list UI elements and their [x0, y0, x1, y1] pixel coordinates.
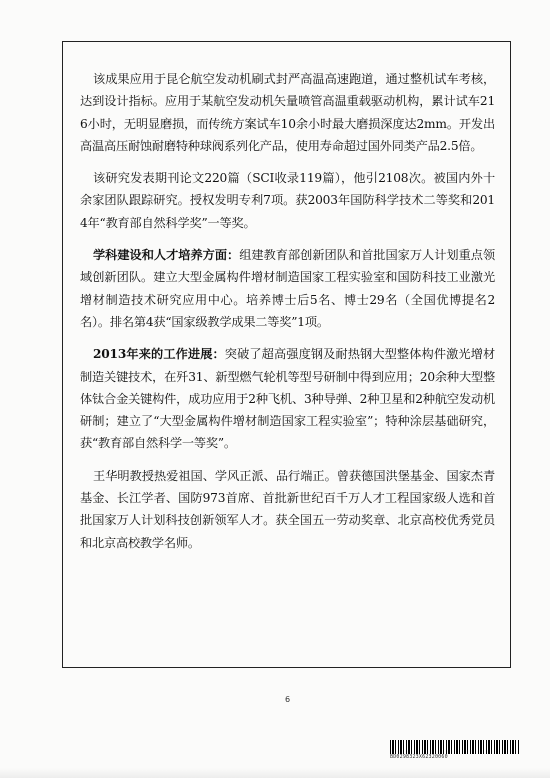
document-body	[80, 68, 495, 564]
paragraph-application-results	[80, 68, 495, 157]
paragraph-4-text: 突破了超高强度钢及耐热钢大型整体构件激光增材制造关键技术，在歼31、新型燃气轮机等型号研制中得到应用；20余种大型整体钛合金关键构件，成功应用于2种飞机、3种导弹、2种卫星和2种航空发动机研制；建立了“大型金属构件增材制造国家工程实验室”；特种涂层基础研究，获“教育部自然科学一等奖”。	[80, 347, 495, 451]
paragraph-4-heading: 2013年来的工作进展：	[93, 347, 225, 362]
page-number: 6	[285, 695, 291, 704]
paragraph-2-text: 该研究发表期刊论文220篇（SCI收录119篇），他引2108次。被国内外十余家团队跟踪研究。授权发明专利7项。获2003年国防科学技术二等奖和2014年“教育部自然科学奖”一等奖。	[80, 171, 495, 230]
paragraph-3-heading: 学科建设和人才培养方面：	[93, 248, 240, 263]
paragraph-progress-since-2013	[80, 343, 495, 454]
barcode-icon	[390, 740, 520, 754]
paragraph-discipline-talent	[80, 244, 495, 333]
paragraph-personal-honors	[80, 465, 495, 554]
scan-bottom-edge	[0, 768, 550, 778]
paragraph-5-text: 王华明教授热爱祖国、学风正派、品行端正。曾获德国洪堡基金、国家杰青基金、长江学者、国防973首席、首批新世纪百千万人才工程国家级人选和首批国家万人计划科技创新领军人才。获全国五一劳动奖章、北京高校优秀党员和北京高校教学名师。	[80, 468, 495, 550]
barcode-block	[390, 740, 522, 764]
paragraph-1-text: 该成果应用于昆仑航空发动机刷式封严高温高速跑道，通过整机试车考核，达到设计指标。应用于某航空发动机矢量喷管高温重载驱动机构，累计试车216小时，无明显磨损，而传统方案试车10余小时最大磨损深度达2mm。开发出高温高压耐蚀耐磨特种球阀系列化产品，使用寿命超过国外同类产品2.5倍。	[80, 72, 495, 153]
paragraph-publications-awards	[80, 167, 495, 234]
barcode-text: BD0298323X62320060	[390, 754, 448, 760]
paragraph-3-text: 组建教育部创新团队和首批国家万人计划重点领域创新团队。建立大型金属构件增材制造国家工程实验室和国防科技工业激光增材制造技术研究应用中心。培养博士后5名、博士29名（全国优博提名2名）。排名第4获“国家级教学成果二等奖”1项。	[80, 248, 495, 329]
